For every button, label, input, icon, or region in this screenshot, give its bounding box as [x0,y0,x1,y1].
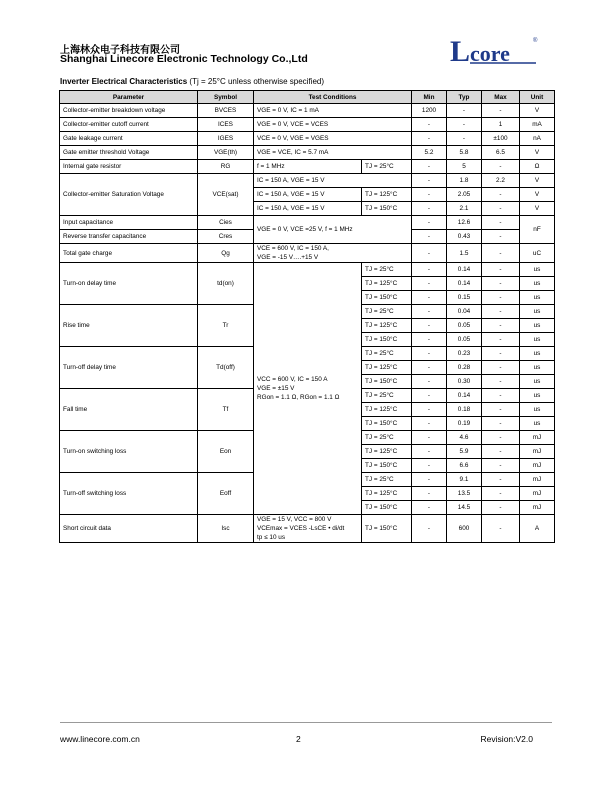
registered-mark: ® [533,38,538,44]
revision: Revision:V2.0 [480,734,533,744]
col-unit: Unit [520,91,555,104]
section-title: Inverter Electrical Characteristics (Tj = 25°C unless otherwise specified) [60,77,325,86]
table-row: Gate emitter threshold Voltage VGE(th) VGE = VCE, IC = 5.7 mA 5.2 5.8 6.5 V [60,146,555,160]
table-row: TJ = 150°C - 0.15 - us [60,291,555,305]
col-max: Max [482,91,520,104]
col-min: Min [412,91,447,104]
page-number: 2 [296,734,301,744]
table-row: Turn-on delay time td(on) VCC = 600 V, IC = 150 A VGE = ±15 V RGon = 1.1 Ω, RGon = 1.1 Ω TJ = 25°C - 0.14 - us [60,263,555,277]
col-parameter: Parameter [60,91,198,104]
table-row: Collector-emitter cutoff current ICES VGE = 0 V, VCE = VCES - - 1 mA [60,118,555,132]
table-row: TJ = 150°C - 0.19 - us [60,417,555,431]
footer-divider [60,722,552,723]
table-row: Fall time Tf TJ = 25°C - 0.14 - us [60,389,555,403]
table-row: Turn-off delay time Td(off) TJ = 25°C - 0.23 - us [60,347,555,361]
table-row: TJ = 125°C - 0.18 - us [60,403,555,417]
table-row: TJ = 125°C - 13.5 - mJ [60,487,555,501]
table-row: TJ = 150°C - 0.05 - us [60,333,555,347]
switching-conditions: VCC = 600 V, IC = 150 A VGE = ±15 V RGon = 1.1 Ω, RGon = 1.1 Ω [254,263,362,515]
table-row: TJ = 125°C - 5.9 - mJ [60,445,555,459]
table-row: TJ = 150°C - 6.6 - mJ [60,459,555,473]
table-row: IC = 150 A, VGE = 15 V TJ = 125°C - 2.05 - V [60,188,555,202]
linecore-logo [448,33,540,67]
footer-website: www.linecore.com.cn [60,734,140,744]
table-row: Short circuit data Isc VGE = 15 V, VCC = 800 V VCEmax = VCES -LsCE • di/dt tp ≤ 10 us TJ = 150°C - 600 - A [60,515,555,543]
table-row: TJ = 150°C - 0.30 - us [60,375,555,389]
table-row: TJ = 125°C - 0.28 - us [60,361,555,375]
logo-letter-l: L [450,35,471,67]
table-row: Gate leakage current IGES VCE = 0 V, VGE = VGES - - ±100 nA [60,132,555,146]
table-row: IC = 150 A, VGE = 15 V TJ = 150°C - 2.1 - V [60,202,555,216]
table-row: Turn-off switching loss Eoff TJ = 25°C - 9.1 - mJ [60,473,555,487]
table-row: Collector-emitter Saturation Voltage VCE(sat) IC = 150 A, VGE = 15 V - 1.8 2.2 V [60,174,555,188]
table-row: Rise time Tr TJ = 25°C - 0.04 - us [60,305,555,319]
company-name-en: Shanghai Linecore Electronic Technology Co.,Ltd [60,53,308,65]
table-row: Internal gate resistor RG f = 1 MHz TJ = 25°C - 5 - Ω [60,160,555,174]
table-row: TJ = 150°C - 14.5 - mJ [60,501,555,515]
col-test-conditions: Test Conditions [254,91,412,104]
logo-letters: core [470,41,510,66]
table-header-row [60,91,555,104]
col-typ: Typ [447,91,482,104]
table-row: TJ = 125°C - 0.14 - us [60,277,555,291]
table-row: Total gate charge Qg VCE = 600 V, IC = 150 A, VGE = -15 V….+15 V - 1.5 - uC [60,244,555,263]
table-row: Input capacitance Cies VGE = 0 V, VCE =25 V, f = 1 MHz - 12.6 - nF [60,216,555,230]
company-name-cn: 上海林众电子科技有限公司 [60,45,180,56]
electrical-characteristics-table [59,90,555,543]
table-row: Turn-on switching loss Eon TJ = 25°C - 4.6 - mJ [60,431,555,445]
switching-rows [60,263,555,515]
table-row: Reverse transfer capacitance Cres - 0.43 - [60,230,555,244]
table-row: TJ = 125°C - 0.05 - us [60,319,555,333]
table-row: Collector-emitter breakdown voltage BVCES VGE = 0 V, IC = 1 mA 1200 - - V [60,104,555,118]
col-symbol: Symbol [198,91,254,104]
